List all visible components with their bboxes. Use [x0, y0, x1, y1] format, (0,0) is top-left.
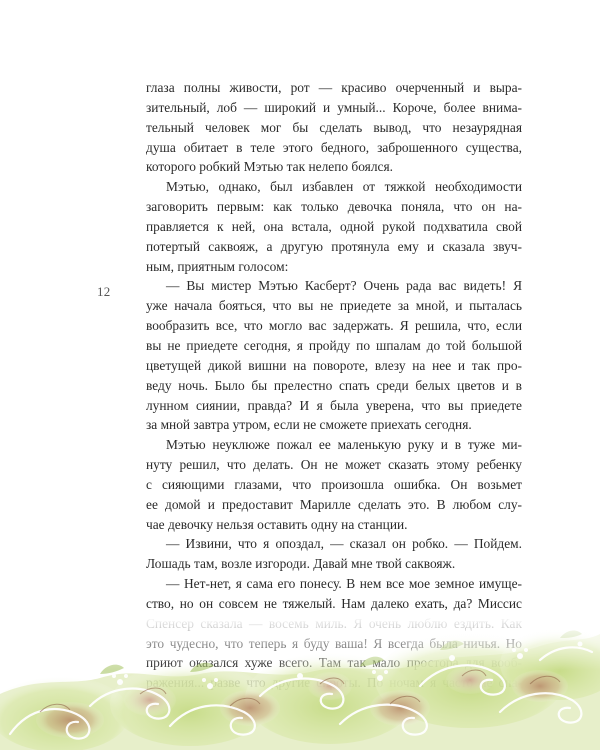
text-line: заговорить первым: как только девочка поняла, что он на- — [146, 199, 522, 215]
text-line: глаза полны живости, рот — красиво очерченный и выра- — [146, 80, 522, 95]
text-line: — Вы мистер Мэтью Касберт? Очень рада вас видеть! Я — [166, 278, 522, 294]
text-line: ее домой и предоставит Марилле сделать это. В любом слу- — [146, 496, 522, 512]
text-line: — Извини, что я опоздал, — сказал он робко. — Пойдем. — [166, 536, 522, 552]
page-number: 12 — [97, 284, 111, 299]
text-line: — Нет-нет, я сама его понесу. В нем все мое земное имуще- — [166, 576, 522, 592]
text-line: правляется к ней, она встала, одной рукой подхватила свой — [146, 218, 522, 234]
text-line: Лошадь там, возле изгороди. Давай мне твой саквояж. — [146, 556, 456, 572]
text-line: за мной завтра утром, если не сможете приехать сегодня. — [146, 417, 472, 433]
text-line: чае девочку нельзя оставить одну на станции. — [146, 516, 408, 532]
text-line: Мэтью неуклюже пожал ее маленькую руку и в туже ми- — [166, 437, 522, 453]
text-line: тельный человек мог бы сделать вывод, что незаурядная — [146, 119, 522, 135]
text-line: которого робкий Мэтью так нелепо боялся. — [146, 159, 393, 175]
body-text — [146, 78, 522, 693]
text-line: вообразить все, что могло вас задержать. Я решила, что, если — [146, 318, 522, 334]
text-line: душа обитает в теле этого бедного, заброшенного существа, — [146, 139, 522, 155]
floral-border-icon — [0, 616, 600, 750]
text-line: ным, приятным голосом: — [146, 258, 289, 274]
text-line: лунном сиянии, правда? И я была уверена, что вы приедете — [146, 397, 522, 413]
text-line: потертый саквояж, а другую протянула ему и сказала звуч- — [146, 238, 522, 254]
text-line: Мэтью, однако, был избавлен от тяжкой необходимости — [166, 179, 522, 195]
text-line: вы не приедете сегодня, я пройду по шпалам до той большой — [146, 337, 522, 353]
text-line: с сияющими глазами, что произошла ошибка. Он возьмет — [146, 476, 522, 492]
text-line: уже начала бояться, что вы не приедете за мной, и пыталась — [146, 298, 522, 314]
text-line: веду ночь. Было бы прелестно спать среди белых цветов и в — [146, 377, 522, 393]
text-line: нуту решил, что делать. Он не может сказать этому ребенку — [146, 457, 522, 473]
text-line: зительный, лоб — широкий и умный... Короче, более внима- — [146, 99, 522, 115]
text-line: ство, но он совсем не тяжелый. Нам далеко ехать, да? Миссис — [146, 595, 522, 611]
text-line: цветущей дикой вишни на повороте, влезу на нее и так про- — [146, 357, 522, 373]
